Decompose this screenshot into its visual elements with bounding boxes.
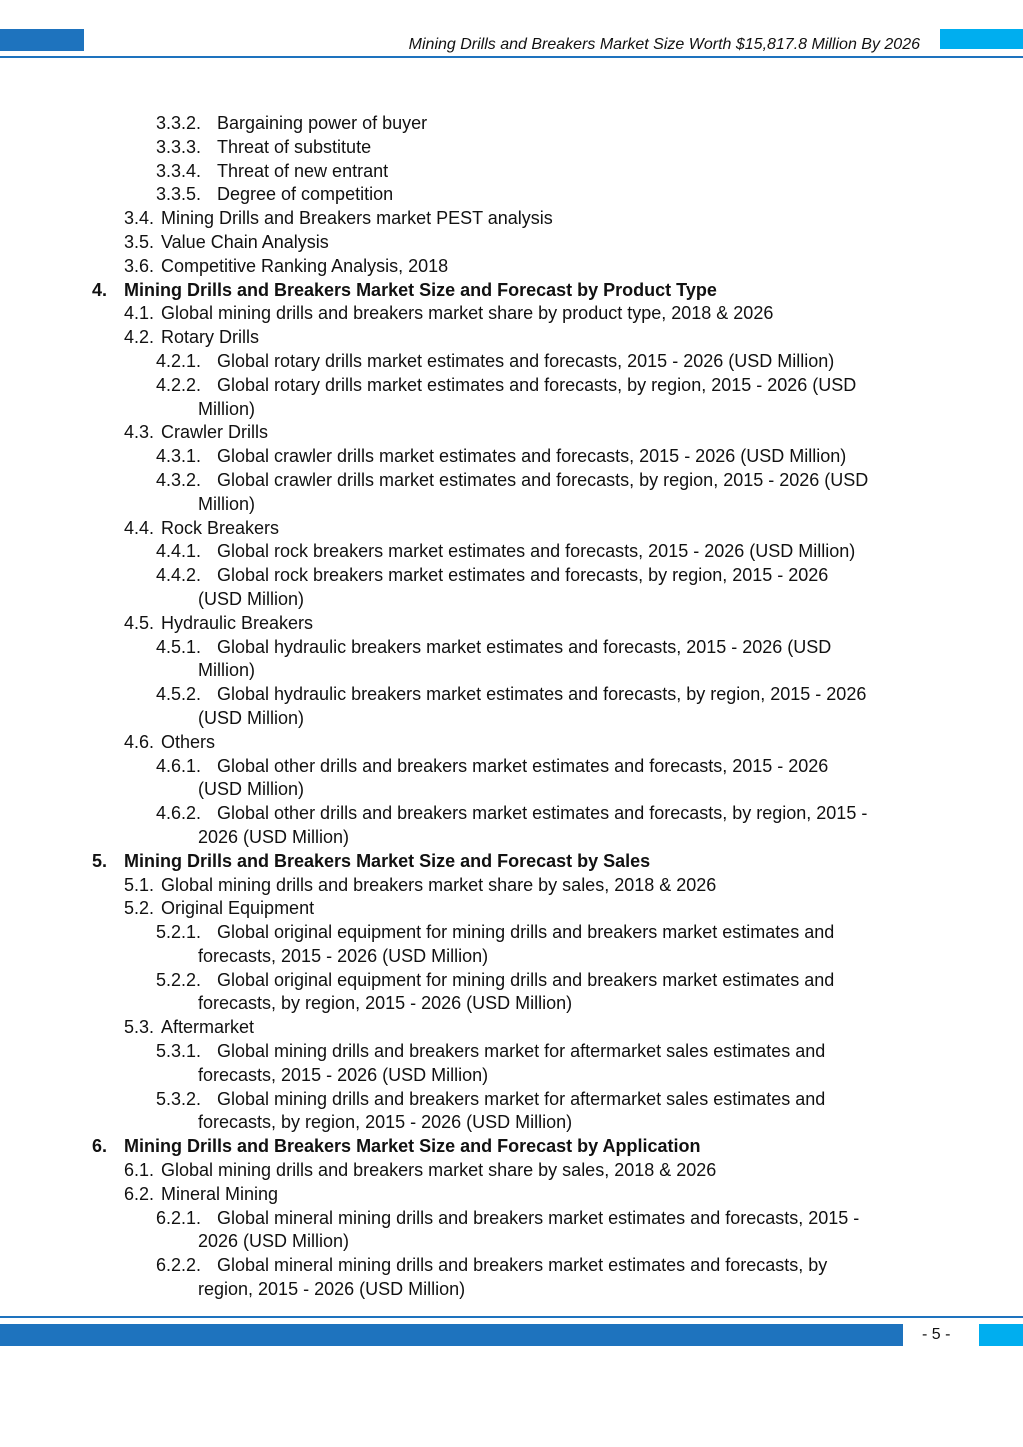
toc-number: 4.5.2.: [156, 684, 202, 705]
toc-number: 3.3.2.: [156, 113, 202, 133]
toc-text-continuation: (USD Million): [198, 707, 305, 728]
toc-text-continuation: 2026 (USD Million): [198, 826, 350, 847]
toc-text-continuation: forecasts, by region, 2015 - 2026 (USD Million): [198, 1112, 573, 1133]
toc-text: Rotary Drills: [161, 327, 260, 348]
toc-text-continuation: (USD Million): [198, 588, 305, 609]
toc-text-continuation: Million): [198, 398, 256, 419]
toc-text: Global rotary drills market estimates and forecasts, 2015 - 2026 (USD Million): [217, 350, 835, 371]
toc-entry-4-5-2: [0, 683, 1023, 731]
toc-entry-3-5: [0, 231, 1023, 255]
toc-text-continuation: 2026 (USD Million): [198, 1231, 350, 1252]
toc-number: 6.2.: [124, 1183, 155, 1204]
toc-text: Global crawler drills market estimates and forecasts, 2015 - 2026 (USD Million): [217, 446, 847, 467]
toc-number: 4.4.: [124, 517, 155, 538]
page-number: - 5 -: [922, 1326, 951, 1343]
toc-entry-5-3-1: [0, 1040, 1023, 1088]
toc-entry-4-3: [0, 421, 1023, 445]
toc-text: Rock Breakers: [161, 517, 280, 538]
toc-number: 5.2.1.: [156, 922, 202, 943]
toc-entry-4-5: [0, 612, 1023, 636]
toc-entry-3-3-2: [0, 112, 1023, 136]
toc-section-title: Mining Drills and Breakers Market Size and Forecast by Product Type: [124, 279, 717, 300]
toc-entry-6-2-1: [0, 1207, 1023, 1255]
toc-text: Global rotary drills market estimates and forecasts, by region, 2015 - 2026 (USD: [217, 374, 857, 395]
toc-number: 3.3.4.: [156, 160, 202, 181]
toc-number: 4.6.: [124, 731, 155, 752]
toc-text: Hydraulic Breakers: [161, 612, 314, 633]
toc-number: 4.5.: [124, 612, 155, 633]
toc-section-4: [0, 279, 1023, 303]
toc-text: Bargaining power of buyer: [217, 113, 428, 133]
toc-number: 4.4.1.: [156, 541, 202, 562]
toc-text: Global rock breakers market estimates and forecasts, by region, 2015 - 2026: [217, 565, 829, 586]
toc-text-continuation: Million): [198, 660, 256, 681]
toc-entry-4-3-1: [0, 445, 1023, 469]
footer-bar: [0, 1324, 903, 1346]
toc-text-continuation: (USD Million): [198, 779, 305, 800]
toc-text: Mineral Mining: [161, 1183, 279, 1204]
footer-accent-block-right: [979, 1324, 1023, 1346]
toc-text: Original Equipment: [161, 898, 315, 919]
toc-entry-4-3-2: [0, 469, 1023, 517]
toc-number: 4.3.1.: [156, 446, 202, 467]
toc-text: Aftermarket: [161, 1017, 255, 1038]
toc-entry-4-6-1: [0, 755, 1023, 803]
toc-entry-6-1: [0, 1159, 1023, 1183]
toc-number: 4.2.1.: [156, 350, 202, 371]
toc-section-5: [0, 850, 1023, 874]
header-accent-block-left: [0, 29, 84, 51]
toc-number: 5.: [92, 850, 108, 871]
toc-entry-3-3-5: [0, 183, 1023, 207]
toc-section-title: Mining Drills and Breakers Market Size and Forecast by Sales: [124, 850, 651, 871]
toc-number: 4.3.: [124, 422, 155, 443]
toc-entry-5-3: [0, 1016, 1023, 1040]
toc-entry-4-4-1: [0, 540, 1023, 564]
toc-number: 5.2.2.: [156, 969, 202, 990]
toc-number: 3.6.: [124, 255, 155, 276]
toc-number: 4.: [92, 279, 108, 300]
toc-text-continuation: Million): [198, 493, 256, 514]
toc-section-title: Mining Drills and Breakers Market Size and Forecast by Application: [124, 1136, 701, 1157]
toc-entry-5-1: [0, 874, 1023, 898]
toc-entry-4-1: [0, 302, 1023, 326]
toc-text: Global hydraulic breakers market estimates and forecasts, 2015 - 2026 (USD: [217, 636, 832, 657]
toc-number: 5.3.1.: [156, 1041, 202, 1062]
toc-entry-5-2-2: [0, 969, 1023, 1017]
toc-text: Global crawler drills market estimates and forecasts, by region, 2015 - 2026 (USD: [217, 469, 869, 490]
toc-entry-6-2-2: [0, 1254, 1023, 1302]
toc-entry-5-2: [0, 897, 1023, 921]
toc-entry-5-3-2: [0, 1088, 1023, 1136]
toc-text: Mining Drills and Breakers market PEST analysis: [161, 208, 553, 229]
toc-text-continuation: forecasts, 2015 - 2026 (USD Million): [198, 1064, 489, 1085]
table-of-contents: [0, 112, 1023, 1302]
toc-text-continuation: region, 2015 - 2026 (USD Million): [198, 1279, 466, 1300]
toc-entry-4-2-1: [0, 350, 1023, 374]
toc-entry-4-2-2: [0, 374, 1023, 422]
toc-text: Threat of new entrant: [217, 160, 389, 181]
toc-entry-3-4: [0, 207, 1023, 231]
toc-entry-4-4: [0, 517, 1023, 541]
toc-text-continuation: forecasts, by region, 2015 - 2026 (USD Million): [198, 993, 573, 1014]
toc-text: Global other drills and breakers market estimates and forecasts, by region, 2015 -: [217, 803, 868, 824]
toc-number: 4.6.1.: [156, 755, 202, 776]
toc-entry-5-2-1: [0, 921, 1023, 969]
toc-text: Global hydraulic breakers market estimates and forecasts, by region, 2015 - 2026: [217, 684, 867, 705]
toc-number: 5.3.2.: [156, 1088, 202, 1109]
toc-number: 6.2.2.: [156, 1255, 202, 1276]
toc-entry-3-6: [0, 255, 1023, 279]
toc-number: 6.: [92, 1136, 108, 1157]
toc-number: 4.1.: [124, 303, 155, 324]
toc-text: Global mineral mining drills and breakers market estimates and forecasts, by: [217, 1255, 828, 1276]
toc-number: 4.5.1.: [156, 636, 202, 657]
toc-text: Threat of substitute: [217, 136, 372, 157]
toc-entry-4-4-2: [0, 564, 1023, 612]
toc-text: Global other drills and breakers market estimates and forecasts, 2015 - 2026: [217, 755, 829, 776]
toc-number: 3.5.: [124, 231, 155, 252]
toc-text: Global mining drills and breakers market for aftermarket sales estimates and: [217, 1088, 826, 1109]
toc-text: Global mining drills and breakers market share by product type, 2018 & 2026: [161, 303, 774, 324]
toc-text: Global mineral mining drills and breakers market estimates and forecasts, 2015 -: [217, 1207, 860, 1228]
toc-number: 3.3.5.: [156, 184, 202, 205]
toc-text: Global rock breakers market estimates and forecasts, 2015 - 2026 (USD Million): [217, 541, 856, 562]
toc-text-continuation: forecasts, 2015 - 2026 (USD Million): [198, 945, 489, 966]
toc-text: Global mining drills and breakers market for aftermarket sales estimates and: [217, 1041, 826, 1062]
toc-entry-3-3-3: [0, 136, 1023, 160]
toc-text: Global mining drills and breakers market share by sales, 2018 & 2026: [161, 874, 717, 895]
header-title: Mining Drills and Breakers Market Size Worth $15,817.8 Million By 2026: [408, 36, 920, 53]
toc-text: Crawler Drills: [161, 422, 268, 443]
toc-number: 5.2.: [124, 898, 155, 919]
toc-number: 6.1.: [124, 1160, 155, 1181]
toc-number: 6.2.1.: [156, 1207, 202, 1228]
toc-text: Others: [161, 731, 216, 752]
toc-number: 3.4.: [124, 208, 155, 229]
toc-text: Global original equipment for mining drills and breakers market estimates and: [217, 969, 835, 990]
header-rule: [0, 56, 1023, 58]
toc-number: 4.3.2.: [156, 469, 202, 490]
toc-entry-4-5-1: [0, 636, 1023, 684]
toc-number: 4.2.: [124, 327, 155, 348]
toc-text: Degree of competition: [217, 184, 394, 205]
toc-entry-4-2: [0, 326, 1023, 350]
toc-text: Global mining drills and breakers market share by sales, 2018 & 2026: [161, 1160, 717, 1181]
toc-entry-3-3-4: [0, 160, 1023, 184]
toc-number: 4.2.2.: [156, 374, 202, 395]
toc-text: Value Chain Analysis: [161, 231, 329, 252]
footer-rule: [0, 1316, 1023, 1318]
toc-number: 5.3.: [124, 1017, 155, 1038]
header-accent-block-right: [940, 29, 1023, 49]
toc-entry-4-6-2: [0, 802, 1023, 850]
toc-text: Global original equipment for mining drills and breakers market estimates and: [217, 922, 835, 943]
toc-section-6: [0, 1135, 1023, 1159]
toc-number: 5.1.: [124, 874, 155, 895]
toc-text: Competitive Ranking Analysis, 2018: [161, 255, 449, 276]
toc-entry-6-2: [0, 1183, 1023, 1207]
toc-entry-4-6: [0, 731, 1023, 755]
toc-number: 4.4.2.: [156, 565, 202, 586]
toc-number: 4.6.2.: [156, 803, 202, 824]
toc-number: 3.3.3.: [156, 136, 202, 157]
